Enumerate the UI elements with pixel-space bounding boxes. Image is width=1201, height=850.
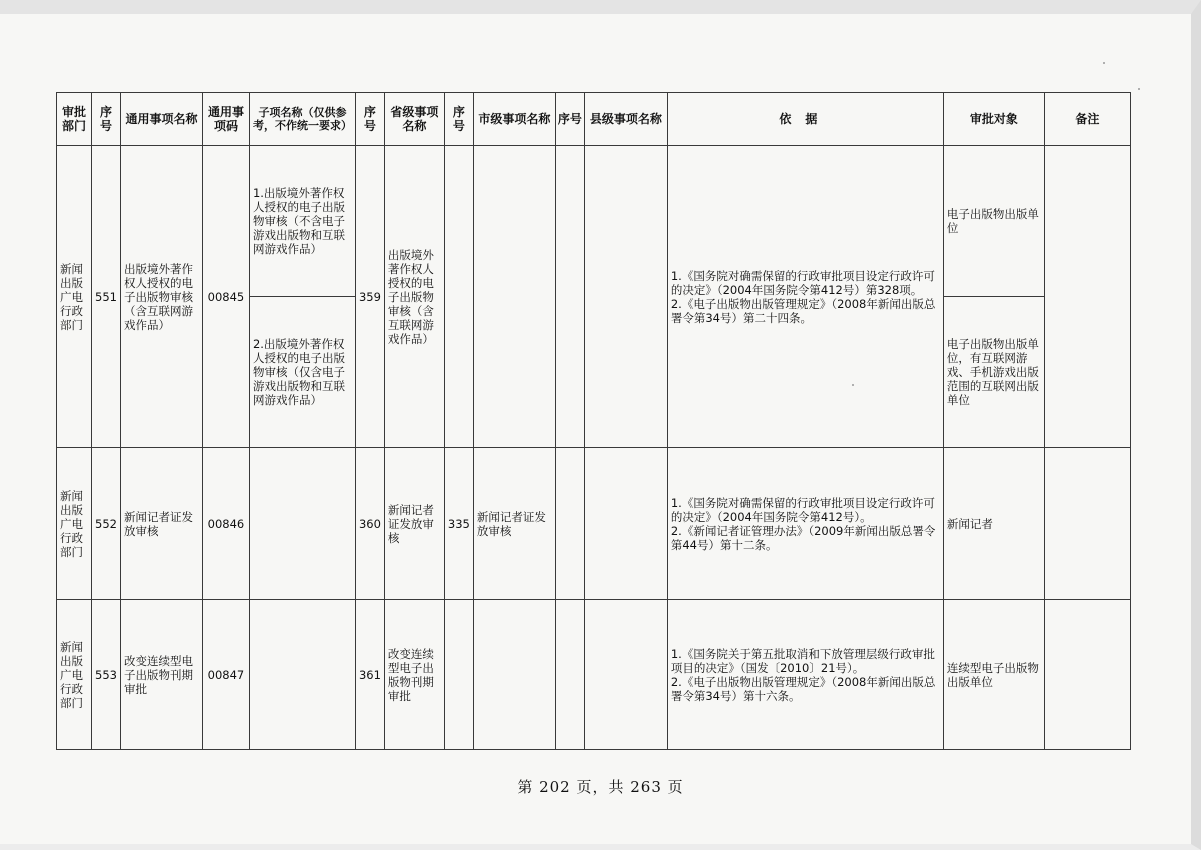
- cell-dept: 新闻出版广电行政部门: [57, 600, 92, 750]
- cell-seq: 552: [92, 448, 121, 600]
- cell-prov-name: 出版境外著作权人授权的电子出版物审核（含互联网游戏作品）: [384, 146, 444, 448]
- cell-city-seq: [444, 600, 473, 750]
- header-remark: 备注: [1044, 93, 1130, 146]
- header-county-seq: 序号: [555, 93, 584, 146]
- approval-items-table: [56, 92, 1131, 750]
- cell-subitem: [249, 600, 355, 750]
- cell-basis: 1.《国务院对确需保留的行政审批项目设定行政许可的决定》（2004年国务院令第412号）第328项。 2.《电子出版物出版管理规定》（2008年新闻出版总署令第34号）第二十四条。: [667, 146, 943, 448]
- cell-seq: 553: [92, 600, 121, 750]
- header-prov-name: 省级事项名称: [384, 93, 444, 146]
- cell-county-name: [584, 146, 667, 448]
- header-city-name: 市级事项名称: [473, 93, 555, 146]
- cell-basis: 1.《国务院对确需保留的行政审批项目设定行政许可的决定》（2004年国务院令第412号）。 2.《新闻记者证管理办法》（2009年新闻出版总署令第44号）第十二条。: [667, 448, 943, 600]
- cell-object: 电子出版物出版单位: [943, 146, 1044, 297]
- header-subitem-name: 子项名称（仅供参考，不作统一要求）: [249, 93, 355, 146]
- cell-object: 连续型电子出版物出版单位: [943, 600, 1044, 750]
- cell-remark: [1044, 448, 1130, 600]
- cell-city-name: [473, 146, 555, 448]
- cell-seq: 551: [92, 146, 121, 448]
- cell-object: 电子出版物出版单位，有互联网游戏、手机游戏出版范围的互联网出版单位: [943, 297, 1044, 448]
- cell-county-seq: [555, 146, 584, 448]
- cell-county-name: [584, 600, 667, 750]
- header-row: [57, 93, 1131, 146]
- cell-object: 新闻记者: [943, 448, 1044, 600]
- header-dept: 审批部门: [57, 93, 92, 146]
- cell-subitem: 2.出版境外著作权人授权的电子出版物审核（仅含电子游戏出版物和互联网游戏作品）: [249, 297, 355, 448]
- cell-item-name: 改变连续型电子出版物刊期审批: [120, 600, 202, 750]
- page-number: 第 202 页，共 263 页: [517, 778, 684, 796]
- cell-item-code: 00847: [202, 600, 249, 750]
- cell-county-seq: [555, 600, 584, 750]
- header-item-code: 通用事项码: [202, 93, 249, 146]
- table-row: [57, 448, 1131, 600]
- cell-prov-seq: 359: [355, 146, 384, 448]
- cell-city-seq: [444, 146, 473, 448]
- cell-county-name: [584, 448, 667, 600]
- cell-city-name: 新闻记者证发放审核: [473, 448, 555, 600]
- cell-subitem: 1.出版境外著作权人授权的电子出版物审核（不含电子游戏出版物和互联网游戏作品）: [249, 146, 355, 297]
- header-item-name: 通用事项名称: [120, 93, 202, 146]
- cell-prov-name: 新闻记者证发放审核: [384, 448, 444, 600]
- cell-prov-seq: 360: [355, 448, 384, 600]
- cell-item-name: 新闻记者证发放审核: [120, 448, 202, 600]
- cell-remark: [1044, 600, 1130, 750]
- cell-subitem: [249, 448, 355, 600]
- header-county-name: 县级事项名称: [584, 93, 667, 146]
- cell-remark: [1044, 146, 1130, 448]
- header-seq: 序号: [92, 93, 121, 146]
- header-basis: 依据: [667, 93, 943, 146]
- cell-dept: 新闻出版广电行政部门: [57, 448, 92, 600]
- header-city-seq: 序号: [444, 93, 473, 146]
- cell-basis: 1.《国务院关于第五批取消和下放管理层级行政审批项目的决定》（国发〔2010〕21号）。 2.《电子出版物出版管理规定》（2008年新闻出版总署令第34号）第十六条。: [667, 600, 943, 750]
- header-prov-seq: 序号: [355, 93, 384, 146]
- cell-item-name: 出版境外著作权人授权的电子出版物审核（含互联网游戏作品）: [120, 146, 202, 448]
- header-object: 审批对象: [943, 93, 1044, 146]
- cell-city-name: [473, 600, 555, 750]
- cell-prov-name: 改变连续型电子出版物刊期审批: [384, 600, 444, 750]
- scan-speck: [1138, 88, 1140, 90]
- table-row: [57, 600, 1131, 750]
- cell-dept: 新闻出版广电行政部门: [57, 146, 92, 448]
- table-row: [57, 146, 1131, 297]
- cell-item-code: 00845: [202, 146, 249, 448]
- cell-prov-seq: 361: [355, 600, 384, 750]
- cell-county-seq: [555, 448, 584, 600]
- cell-city-seq: 335: [444, 448, 473, 600]
- scan-speck: [1103, 62, 1105, 64]
- cell-item-code: 00846: [202, 448, 249, 600]
